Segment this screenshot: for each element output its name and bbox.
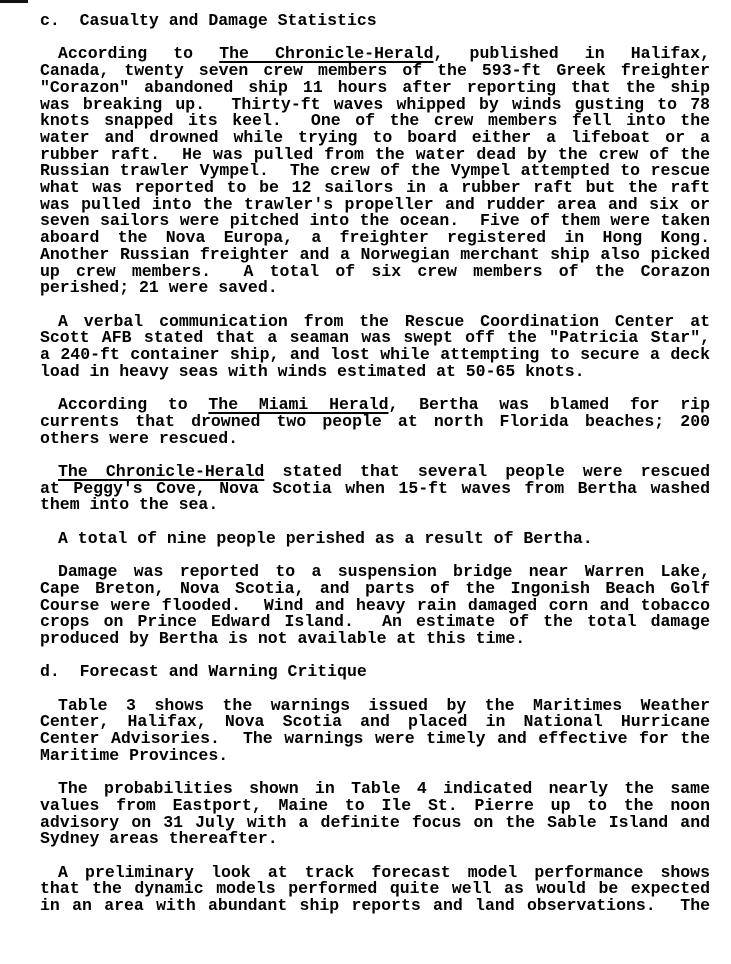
paragraph-warnings [40,695,710,765]
text-segment: A verbal communication from the Rescue Coordination Center at [58,311,710,331]
text-segment: seven sailors were pitched into the ocean. Five of them were taken [40,211,710,231]
text-segment: Sydney areas thereafter. [40,829,278,849]
text-segment: was pulled into the trawler's propeller and rudder area and six or [40,194,710,214]
text-segment: up crew members. A total of six crew members of the Corazon [40,261,710,281]
text-segment: a 240-ft container ship, and lost while attempting to secure a deck [40,345,710,365]
text-segment: Cape Breton, Nova Scotia, and parts of the Ingonish Beach Golf [40,578,710,598]
text-segment: According to [58,44,220,64]
text-segment: in an area with abundant ship reports and land observations. The [40,896,710,916]
text-segment: others were rescued. [40,428,239,448]
text-segment: was breaking up. Thirty-ft waves whipped by winds gusting to 78 [40,94,710,114]
underlined-publication-name: The Chronicle-Herald [58,461,265,481]
text-segment: Table 3 shows the warnings issued by the Maritimes Weather [58,695,710,715]
scan-artifact [0,0,28,3]
text-line [40,628,710,648]
text-segment: The probabilities shown in Table 4 indicated nearly the same [58,779,710,799]
text-line [40,898,710,915]
text-line [40,497,710,514]
text-segment: A total of nine people perished as a result of Bertha. [58,528,593,548]
paragraph-probabilities [40,781,710,848]
text-line [40,831,710,848]
text-segment: at Peggy's Cove, Nova Scotia when 15-ft waves from Bertha washed [40,478,710,498]
text-segment: stated that several people were rescued [264,461,710,481]
paragraph-miami-herald [40,397,710,447]
text-line [40,361,710,381]
text-segment: rubber raft. He was pulled from the water dead by the crew of the [40,144,710,164]
text-segment: Russian trawler Vympel. The crew of the Vympel attempted to rescue [40,161,710,181]
text-segment: A preliminary look at track forecast model performance shows [58,862,710,882]
text-segment: produced by Bertha is not available at this time. [40,628,526,648]
text-segment: them into the sea. [40,495,219,515]
text-segment: aboard the Nova Europa, a freighter registered in Hong Kong. [40,228,710,248]
paragraph-corazon [40,46,710,297]
paragraph-model-performance [40,862,710,916]
text-segment: , published in Halifax, [433,44,710,64]
text-segment: perished; 21 were saved. [40,278,278,298]
text-segment: load in heavy seas with winds estimated at 50-65 knots. [40,361,585,381]
text-segment: Course were flooded. Wind and heavy rain damaged corn and tobacco [40,595,710,615]
text-segment: Scott AFB stated that a seaman was swept off the "Patricia Star", [40,328,710,348]
text-segment: crops on Prince Edward Island. An estimate of the total damage [40,612,710,632]
paragraph-patricia-star [40,311,710,381]
text-segment: knots snapped its keel. One of the crew members fell into the [40,111,710,131]
text-segment: Center Advisories. The warnings were timely and effective for the [40,729,710,749]
text-segment: currents that drowned two people at north Florida beaches; 200 [40,411,710,431]
text-line [40,528,710,548]
section-heading-d: d. Forecast and Warning Critique [40,662,367,682]
text-segment: water and drowned while trying to board either a lifeboat or a [40,127,710,147]
underlined-publication-name: The Chronicle-Herald [219,44,434,64]
text-segment: "Corazon" abandoned ship 11 hours after reporting that the ship [40,77,710,97]
text-line [40,745,710,765]
text-segment: values from Eastport, Maine to Ile St. Pierre up to the noon [40,795,710,815]
text-segment: that the dynamic models performed quite well as would be expected [40,879,710,899]
text-segment: Damage was reported to a suspension bridge near Warren Lake, [58,562,710,582]
paragraph-damage [40,564,710,648]
paragraph-total-perished [40,528,710,548]
text-segment: what was reported to be 12 sailors in a rubber raft but the raft [40,178,710,198]
text-segment: Canada, twenty seven crew members of the 593-ft Greek freighter [40,61,710,81]
text-segment: Center, Halifax, Nova Scotia and placed in National Hurricane [40,712,710,732]
section-heading-c: c. Casualty and Damage Statistics [40,11,377,30]
text-line [40,280,710,297]
paragraph-peggys-cove [40,461,710,515]
underlined-publication-name: The Miami Herald [208,395,389,415]
document-body [40,13,710,915]
text-segment: Maritime Provinces. [40,745,229,765]
text-line [40,428,710,448]
text-segment: According to [58,395,209,415]
text-segment: advisory on 31 July with a definite focus on the Sable Island and [40,812,710,832]
text-segment: Another Russian freighter and a Norwegian merchant ship also picked [40,244,710,264]
text-segment: , Bertha was blamed for rip [388,395,710,415]
